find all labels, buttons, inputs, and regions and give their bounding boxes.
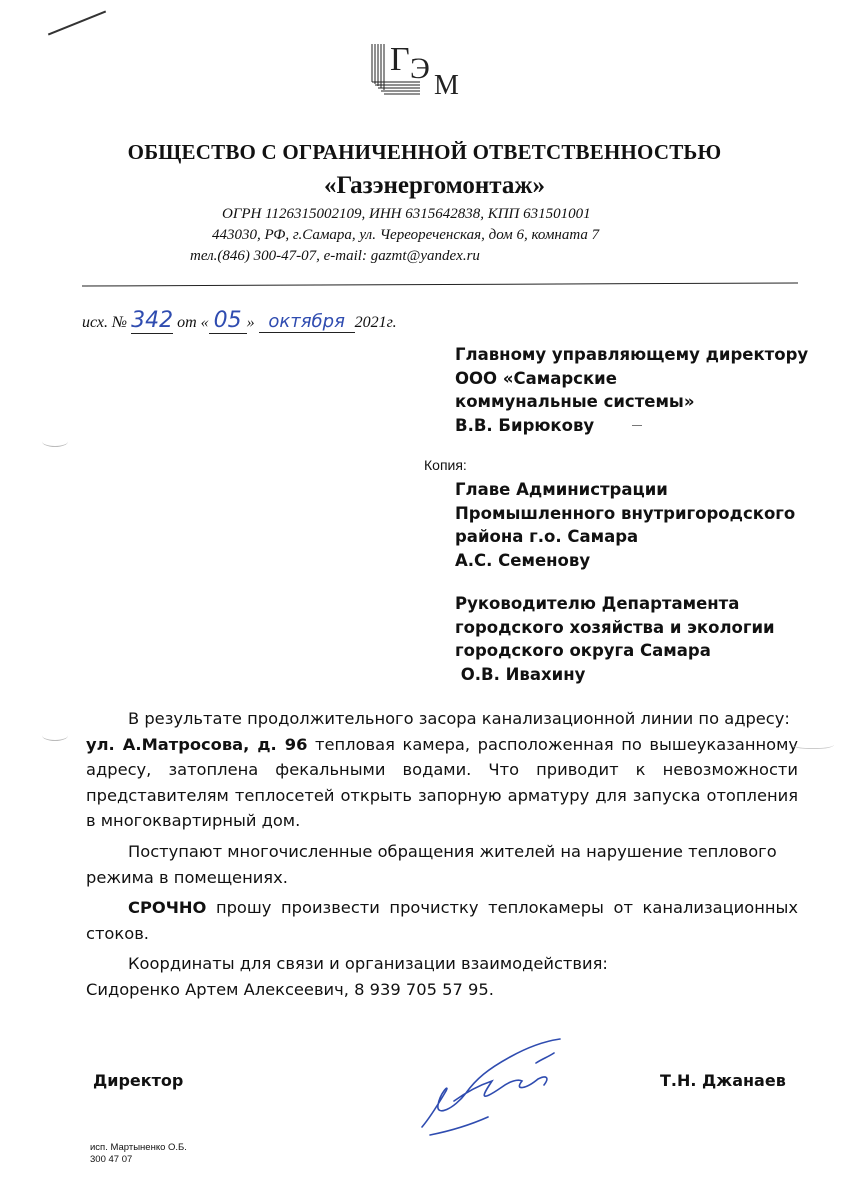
paragraph-4: Координаты для связи и организации взаимодействия:: [128, 954, 608, 974]
addressee-line: коммунальные системы»: [455, 392, 695, 411]
copy-recipient-1: [455, 478, 795, 572]
company-registration: ОГРН 1126315002109, ИНН 6315642838, КПП 631501001: [222, 206, 591, 222]
outgoing-prefix: исх. №: [82, 314, 128, 331]
addressee-line: Главе Администрации: [455, 480, 668, 499]
paragraph-1: [86, 732, 798, 834]
scan-mark: [42, 730, 68, 741]
addressee-line: городского округа Самара: [455, 641, 711, 660]
scan-mark: [792, 738, 834, 749]
paragraph-3-rest: прошу произвести прочистку теплокамеры от канализационных стоков.: [86, 898, 798, 943]
outgoing-number-value: 342: [131, 308, 174, 333]
company-logo: [360, 34, 472, 100]
addressee-line: О.В. Ивахину: [455, 664, 586, 684]
signatory-name: Т.Н. Джанаев: [660, 1071, 786, 1090]
svg-text:Г: Г: [390, 41, 410, 78]
contact-person: Сидоренко Артем Алексеевич, 8 939 705 57 95.: [86, 979, 494, 999]
addressee-line: городского хозяйства и экологии: [455, 617, 775, 637]
date-day: 05: [213, 308, 242, 333]
date-year: 2021г.: [354, 314, 397, 331]
outgoing-number: [82, 308, 397, 334]
company-type: ОБЩЕСТВО С ОГРАНИЧЕННОЙ ОТВЕТСТВЕННОСТЬЮ: [127, 140, 722, 164]
executor-info: [90, 1142, 187, 1166]
scan-mark: [42, 436, 68, 447]
svg-text:М: М: [434, 70, 459, 100]
addressee-line: Руководителю Департамента: [455, 594, 740, 613]
date-quote-open: «: [200, 314, 209, 331]
copy-label: Копия:: [424, 457, 467, 473]
date-month-field: [259, 311, 355, 333]
addressee-line: Главному управляющему директору: [455, 345, 809, 364]
copy-recipient-2: [455, 592, 775, 686]
addressee-line: В.В. Бирюкову: [455, 415, 595, 435]
company-name: «Газэнергомонтаж»: [323, 172, 546, 199]
addressee-line: района г.о. Самара: [455, 527, 639, 546]
addressee-line: А.С. Семенову: [455, 550, 591, 570]
executor-name: исп. Мартыненко О.Б.: [90, 1142, 187, 1153]
date-quote-close: »: [246, 314, 255, 331]
letter-body: [86, 706, 798, 1003]
scan-mark: [632, 425, 642, 426]
letterhead-divider: [82, 282, 798, 286]
date-day-field: [209, 308, 247, 334]
addressee-line: ООО «Самарские: [455, 368, 617, 388]
signatory-title: Директор: [93, 1071, 184, 1090]
handwritten-signature: [410, 1035, 590, 1145]
paragraph-1-rest: тепловая камера, расположенная по вышеуказанному адресу, затоплена фекальными водами. Что приводит к невозможности представителям теплосетей открыть запорную арматуру для запуска отопления в многоквартирный дом.: [86, 734, 798, 831]
paragraph-2: Поступают многочисленные обращения жителей на нарушение теплового режима в помещениях.: [86, 841, 777, 887]
date-month: октября: [268, 311, 345, 332]
outgoing-from: от: [177, 314, 197, 331]
svg-text:Э: Э: [410, 52, 430, 85]
company-address: 443030, РФ, г.Самара, ул. Череореченская, дом 6, комната 7: [212, 227, 600, 243]
paragraph-1-start: В результате продолжительного засора канализационной линии по адресу:: [128, 709, 790, 728]
company-contacts: тел.(846) 300-47-07, e-mail: gazmt@yandex.ru: [190, 248, 480, 264]
executor-phone: 300 47 07: [90, 1154, 133, 1165]
addressee-line: Промышленного внутригородского: [455, 503, 796, 523]
scan-mark: [48, 10, 106, 35]
outgoing-number-value-field: [131, 308, 173, 334]
addressee-main: [455, 343, 808, 437]
paragraph-3: [86, 895, 798, 946]
urgent-word: СРОЧНО: [128, 898, 207, 918]
address-highlight: ул. А.Матросова, д. 96: [86, 734, 308, 754]
